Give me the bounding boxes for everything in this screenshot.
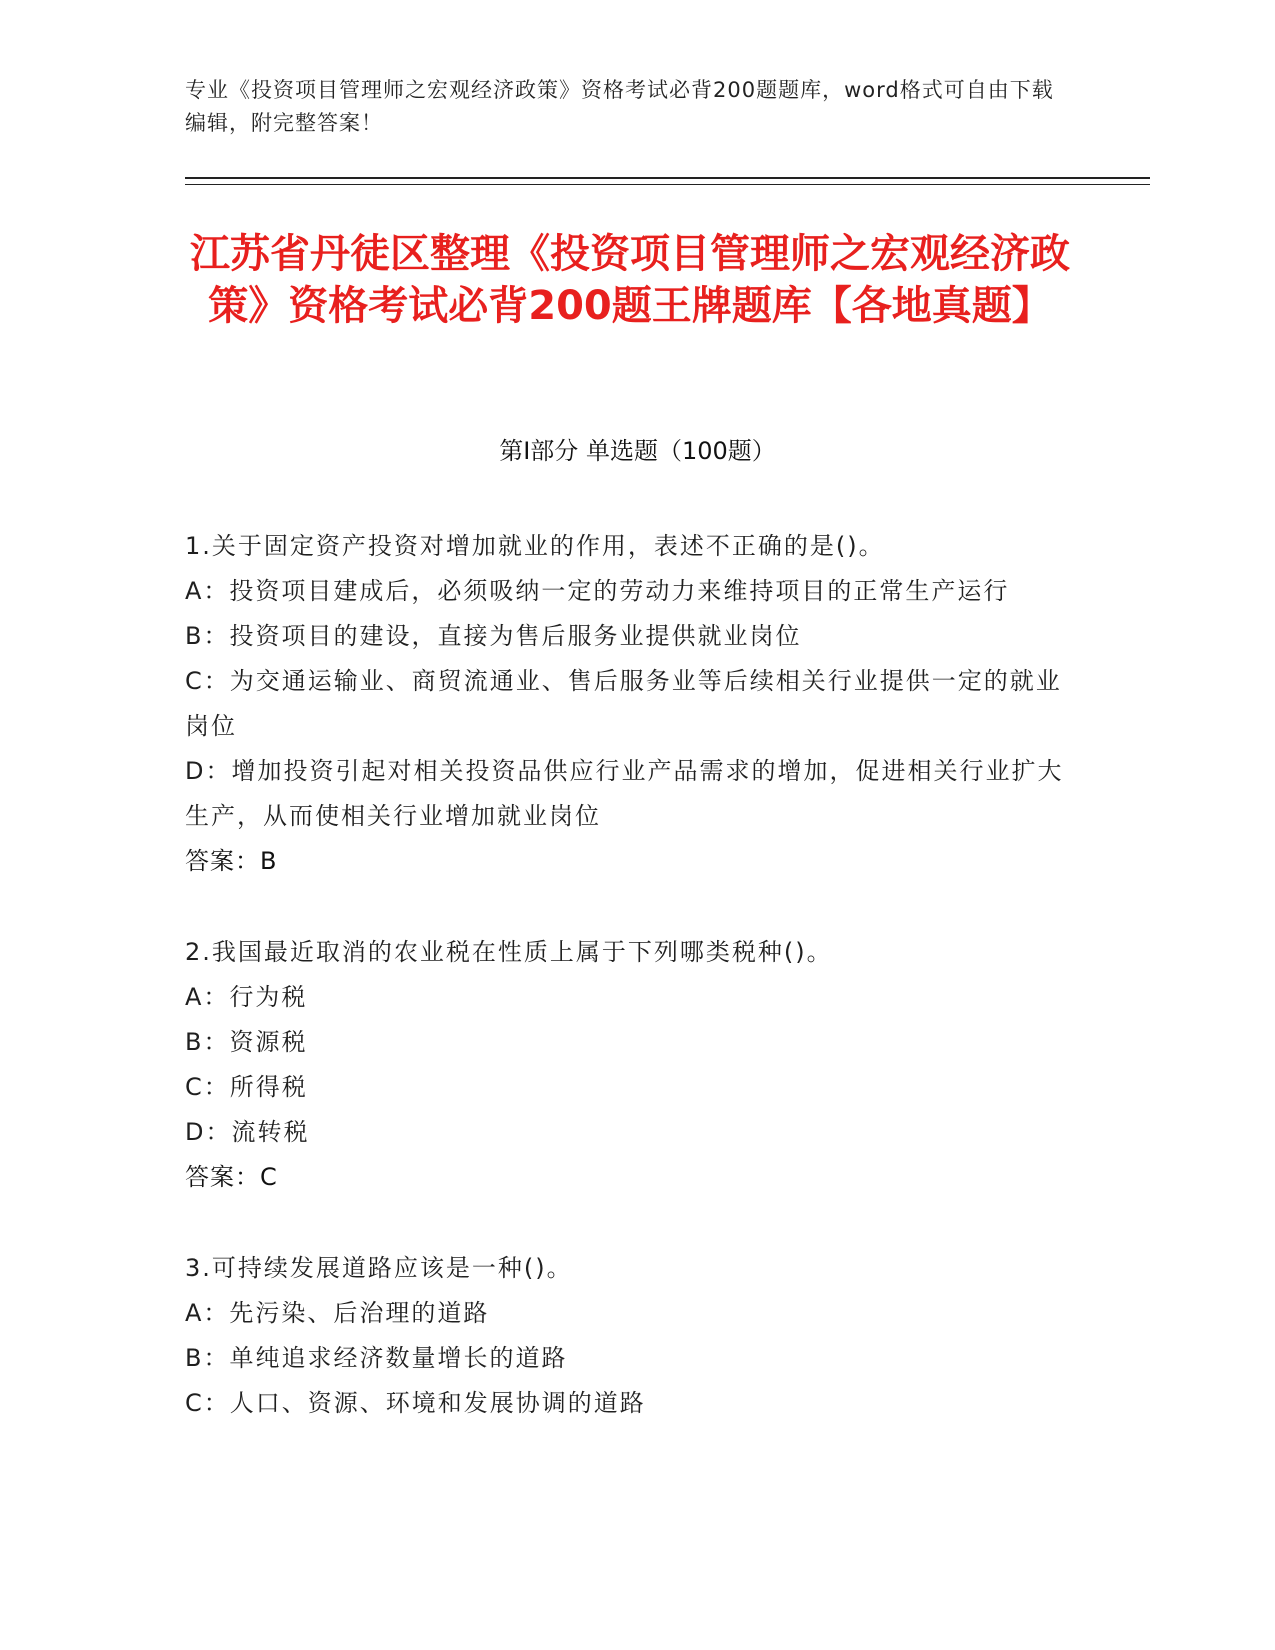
document-title: 江苏省丹徒区整理《投资项目管理师之宏观经济政策》资格考试必背200题王牌题库【各地真题】 — [190, 231, 1070, 329]
question-3 — [185, 1246, 1065, 1426]
option-d: D：流转税 — [185, 1118, 310, 1146]
option-a: A：行为税 — [185, 983, 308, 1011]
option-c: C：人口、资源、环境和发展协调的道路 — [185, 1389, 646, 1417]
question-1 — [185, 524, 1065, 884]
question-list — [185, 524, 1065, 1472]
option-b: B：单纯追求经济数量增长的道路 — [185, 1344, 568, 1372]
header-rule-thin — [185, 184, 1150, 185]
question-stem: 3.可持续发展道路应该是一种()。 — [185, 1254, 573, 1282]
question-stem: 1.关于固定资产投资对增加就业的作用，表述不正确的是()。 — [185, 532, 885, 560]
option-c: C：所得税 — [185, 1073, 308, 1101]
section-title: 第I部分 单选题（100题） — [499, 437, 776, 465]
option-b: B：投资项目的建设，直接为售后服务业提供就业岗位 — [185, 622, 802, 650]
answer-line: 答案：B — [185, 847, 278, 875]
answer-line: 答案：C — [185, 1163, 278, 1191]
question-stem: 2.我国最近取消的农业税在性质上属于下列哪类税种()。 — [185, 938, 833, 966]
option-b: B：资源税 — [185, 1028, 308, 1056]
option-a: A：先污染、后治理的道路 — [185, 1299, 490, 1327]
header-note: 专业《投资项目管理师之宏观经济政策》资格考试必背200题题库，word格式可自由下载编辑，附完整答案！ — [185, 78, 1054, 135]
header-rule-thick — [185, 177, 1150, 179]
question-2 — [185, 930, 1065, 1200]
option-c: C：为交通运输业、商贸流通业、售后服务业等后续相关行业提供一定的就业岗位 — [185, 667, 1062, 740]
option-a: A：投资项目建成后，必须吸纳一定的劳动力来维持项目的正常生产运行 — [185, 577, 1010, 605]
option-d: D：增加投资引起对相关投资品供应行业产品需求的增加，促进相关行业扩大生产，从而使相关行业增加就业岗位 — [185, 757, 1064, 830]
